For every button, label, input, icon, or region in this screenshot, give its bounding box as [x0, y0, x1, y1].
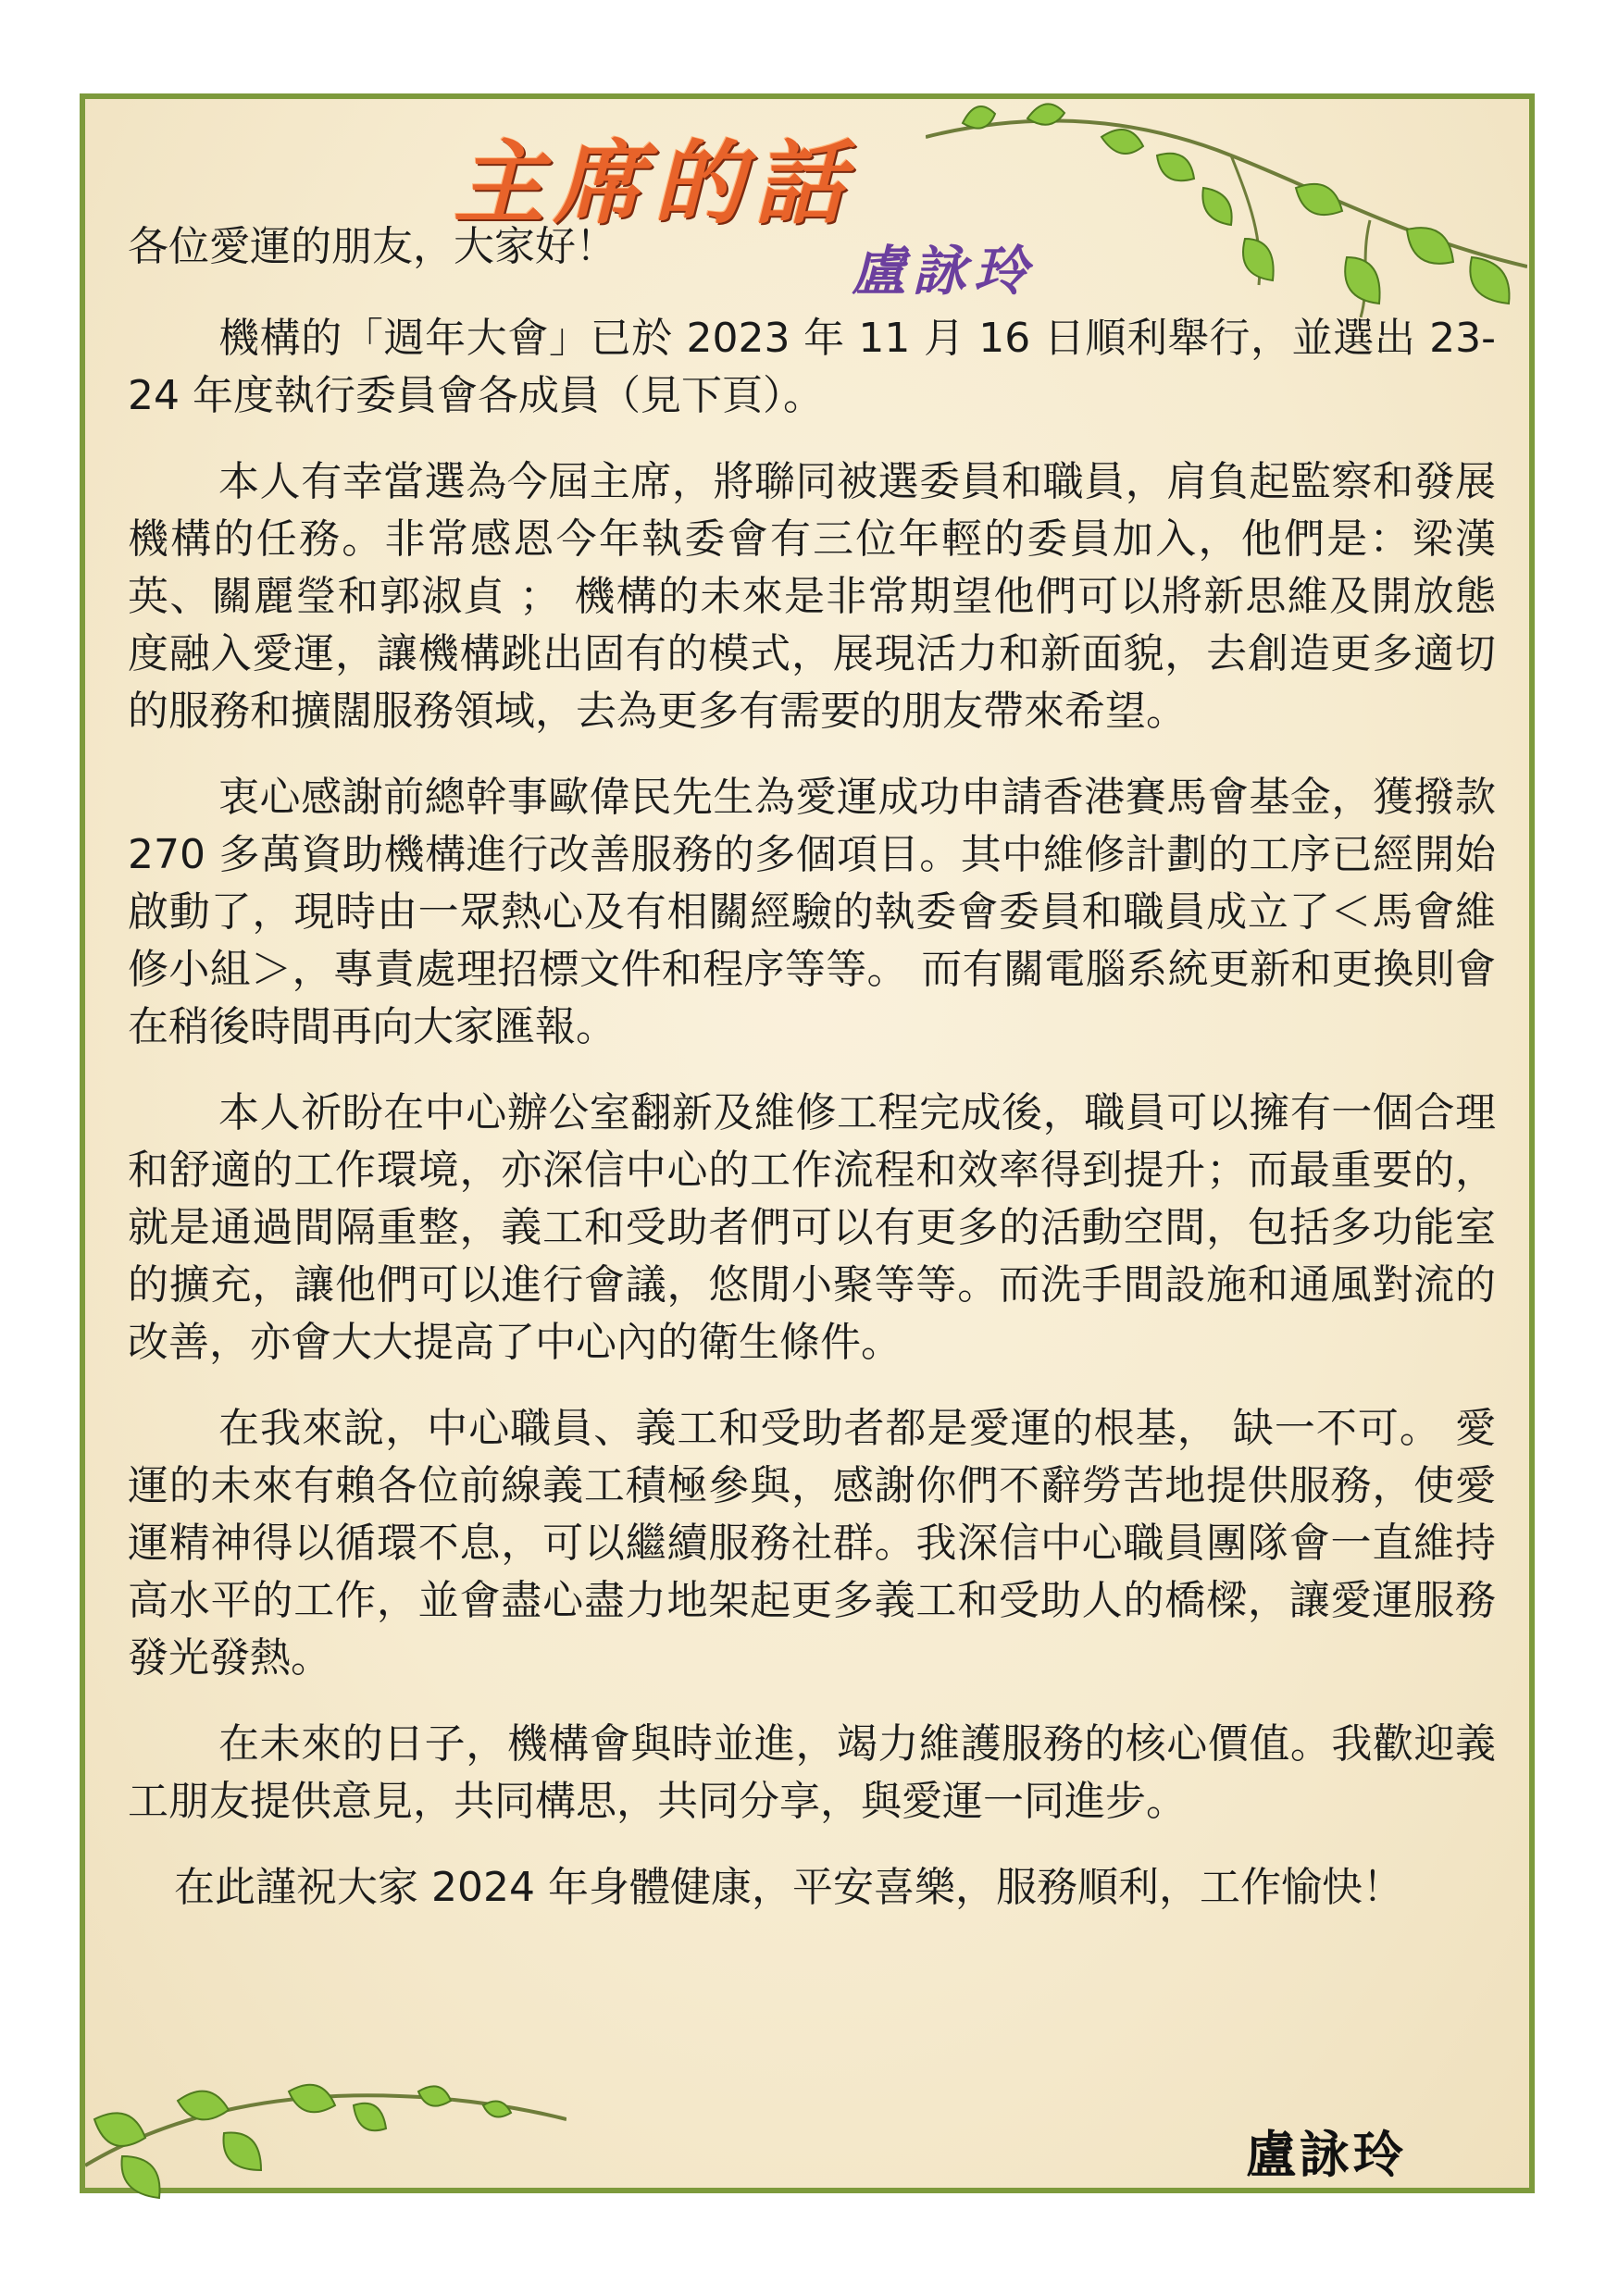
letter-body: [128, 218, 1496, 1945]
paragraph-3: 衷心感謝前總幹事歐偉民先生為愛運成功申請香港賽馬會基金，獲撥款 270 多萬資助機構進行改善服務的多個項目。其中維修計劃的工序已經開始啟動了，現時由一眾熱心及有相關經驗的執委會委員和職員成立了＜馬會維修小組＞，專責處理招標文件和程序等等。 而有關電腦系統更新和更換則會在稍後時間再向大家匯報。: [128, 774, 1496, 1050]
paragraph-6: 在未來的日子，機構會與時並進，竭力維護服務的核心價值。我歡迎義工朋友提供意見，共同構思，共同分享，與愛運一同進步。: [128, 1720, 1496, 1825]
author-signature-top: 盧詠玲: [852, 240, 1036, 303]
paragraph-5: 在我來說，中心職員、義工和受助者都是愛運的根基， 缺一不可。 愛運的未來有賴各位前線義工積極參與，感謝你們不辭勞苦地提供服務，使愛運精神得以循環不息，可以繼續服務社群。我深信中心職員團隊會一直維持高水平的工作，並會盡心盡力地架起更多義工和受助人的橋樑，讓愛運服務發光發熱。: [128, 1405, 1496, 1682]
author-signature-bottom: 盧詠玲: [1246, 2126, 1407, 2184]
paragraph-1: 機構的「週年大會」已於 2023 年 11 月 16 日順利舉行，並選出 23-24 年度執行委員會各成員（見下頁）。: [128, 315, 1496, 419]
vine-bottom-left-decoration: [85, 2054, 566, 2203]
paragraph-2: 本人有幸當選為今屆主席，將聯同被選委員和職員，肩負起監察和發展機構的任務。非常感恩今年執委會有三位年輕的委員加入，他們是：梁漢英、關麗瑩和郭淑貞 ； 機構的未來是非常期望他們可以將新思維及開放態度融入愛運，讓機構跳出固有的模式，展現活力和新面貌，去創造更多適切的服務和擴闊服務領域，去為更多有需要的朋友帶來希望。: [128, 458, 1496, 735]
greeting: 各位愛運的朋友，大家好！: [128, 223, 616, 270]
page-title: 主席的話: [454, 130, 854, 237]
paragraph-4: 本人祈盼在中心辦公室翻新及維修工程完成後，職員可以擁有一個合理和舒適的工作環境，亦深信中心的工作流程和效率得到提升；而最重要的，就是通過間隔重整，義工和受助者們可以有更多的活動空間，包括多功能室的擴充，讓他們可以進行會議，悠閒小聚等等。而洗手間設施和通風對流的改善，亦會大大提高了中心內的衛生條件。: [128, 1089, 1496, 1366]
closing-wishes: 在此謹祝大家 2024 年身體健康，平安喜樂，服務順利，工作愉快！: [174, 1864, 1403, 1911]
